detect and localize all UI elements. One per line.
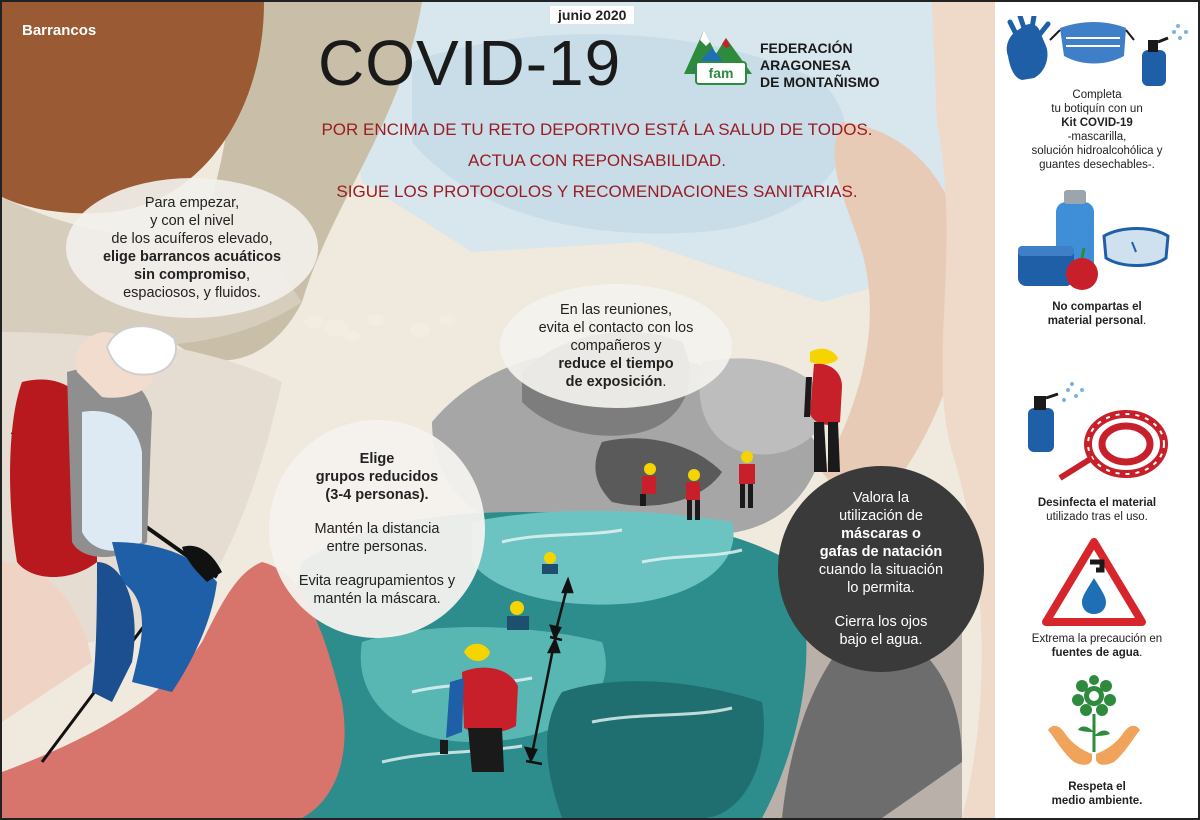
bubble-meetings-bold-2: de exposición	[565, 374, 663, 390]
bubble-meetings-line-1: En las reuniones,	[559, 302, 673, 318]
fam-logo-icon	[682, 24, 754, 92]
motto-line-1: POR ENCIMA DE TU RETO DEPORTIVO ESTÁ LA SALUD DE TODOS.	[321, 120, 873, 139]
disinfect-bold: Desinfecta el material	[1037, 497, 1157, 509]
federation-name	[760, 40, 880, 91]
personal-items-icon	[1012, 188, 1182, 294]
motto-line-2: ACTUA CON REPONSABILIDAD.	[468, 151, 726, 170]
bubble-masks-line-2: utilización de	[839, 508, 923, 524]
kit-line-1: Completa	[1072, 89, 1122, 101]
bubble-start-line-3: de los acuíferos elevado,	[111, 231, 273, 247]
bubble-groups-line-2a: Mantén la distancia	[314, 521, 440, 537]
federation-line-2: ARAGONESA	[760, 57, 852, 73]
federation-line-1: FEDERACIÓN	[760, 40, 853, 56]
bubble-masks-line-5: Cierra los ojos	[834, 614, 928, 630]
bubble-masks	[778, 466, 984, 672]
water-line-1: Extrema la precaución en	[1031, 633, 1163, 645]
bubble-meetings-bold-1: reduce el tiempo	[558, 356, 674, 372]
personal-period: .	[1143, 315, 1147, 327]
water-bold: fuentes de agua	[1051, 647, 1140, 659]
kit-bold: Kit COVID-19	[1061, 117, 1133, 129]
bubble-masks-bold-2: gafas de natación	[819, 544, 943, 560]
bubble-start	[66, 178, 318, 318]
bubble-meetings-line-2: evita el contacto con los	[538, 320, 694, 336]
environment-icon	[1042, 674, 1146, 778]
bubble-groups-line-2b: entre personas.	[326, 539, 428, 555]
motto	[272, 114, 922, 207]
kit-line-3: -mascarilla,	[1067, 131, 1127, 143]
bubble-start-line-5: espaciosos, y fluidos.	[123, 285, 261, 301]
bubble-start-line-1: Para empezar,	[144, 195, 240, 211]
bubble-masks-line-6: bajo el agua.	[839, 632, 923, 648]
bubble-groups	[269, 420, 485, 638]
kit-line-4: solución hidroalcohólica y	[1031, 145, 1163, 157]
kit-line-2: tu botiquín con un	[1051, 103, 1143, 115]
bubble-masks-line-1: Valora la	[852, 490, 910, 506]
disinfect-icon	[1020, 378, 1180, 486]
environment-bold-2: medio ambiente.	[1051, 795, 1143, 807]
bubble-groups-bold-3: (3-4 personas).	[325, 487, 429, 503]
section-label: Barrancos	[22, 22, 97, 39]
bubble-masks-line-3: cuando la situación	[818, 562, 944, 578]
bubble-start-bold-1: elige barrancos acuáticos	[102, 249, 282, 265]
bubble-start-bold-2: sin compromiso	[133, 267, 246, 283]
environment-bold-1: Respeta el	[1068, 781, 1126, 793]
date-label: junio 2020	[550, 6, 634, 24]
bubble-meetings-period: .	[662, 374, 667, 390]
environment-caption	[1002, 780, 1192, 808]
bubble-meetings-line-3: compañeros y	[570, 338, 662, 354]
federation-line-3: DE MONTAÑISMO	[760, 74, 880, 90]
bubble-groups-bold-1: Elige	[359, 451, 395, 467]
personal-bold-2: material personal	[1047, 315, 1144, 327]
bubble-groups-bold-2: grupos reducidos	[315, 469, 439, 485]
bubble-masks-bold-1: máscaras o	[841, 526, 921, 542]
personal-caption	[1002, 300, 1192, 328]
kit-line-5: guantes desechables-.	[1039, 159, 1155, 171]
bubble-masks-line-4: lo permita.	[847, 580, 915, 596]
water-caption	[1002, 632, 1192, 660]
motto-line-3: SIGUE LOS PROTOCOLOS Y RECOMENDACIONES SANITARIAS.	[336, 182, 858, 201]
bubble-start-comma: ,	[245, 267, 251, 283]
bubble-start-line-2: y con el nivel	[150, 213, 234, 229]
disinfect-caption	[1002, 496, 1192, 524]
kit-caption	[1002, 88, 1192, 172]
disinfect-line-2: utilizado tras el uso.	[1046, 511, 1148, 523]
personal-bold-1: No compartas el	[1052, 301, 1142, 313]
page-title: COVID-19	[318, 27, 622, 99]
water-period: .	[1139, 647, 1143, 659]
covid-kit-icon	[1002, 16, 1192, 88]
fam-logo-text: fam	[708, 65, 734, 81]
bubble-groups-line-3b: mantén la máscara.	[313, 591, 441, 607]
bubble-meetings	[500, 284, 732, 408]
water-warning-icon	[1042, 538, 1146, 626]
bubble-groups-line-3a: Evita reagrupamientos y	[298, 573, 456, 589]
